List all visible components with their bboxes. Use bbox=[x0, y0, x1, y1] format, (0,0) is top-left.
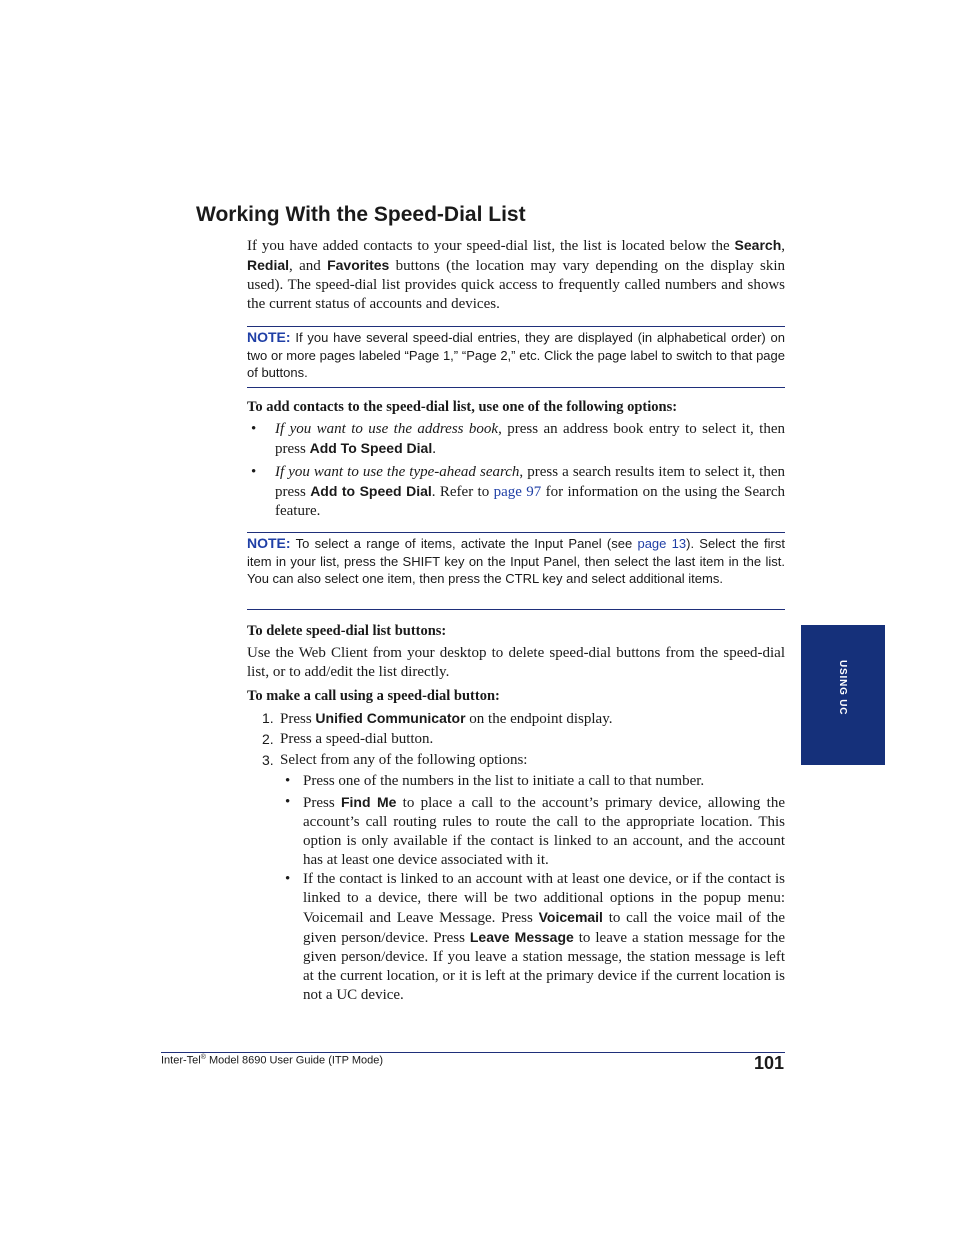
note-box-pages bbox=[247, 326, 785, 388]
footer-divider bbox=[161, 1052, 785, 1053]
note-box-select-range: NOTE: To select a range of items, activate the Input Panel (see page 13). Select the first item in your list, press the SHIFT key on the Input Panel, then select the last item in the list. You can also select one item, then press the CTRL key and select additional items. bbox=[247, 532, 785, 610]
section-side-tab bbox=[801, 625, 885, 765]
page-97-link[interactable]: page 97 bbox=[493, 484, 542, 500]
bullet-icon: • bbox=[251, 464, 257, 480]
favorites-term: Favorites bbox=[327, 257, 390, 273]
intro-paragraph: If you have added contacts to your speed-dial list, the list is located below the Search, Redial, and Favorites buttons (the location may vary depending on the display skin used). The speed-dial list provides quick access to frequently called numbers and shows the current status of accounts and devices. bbox=[247, 237, 785, 312]
search-term: Search bbox=[734, 237, 782, 253]
list-item: • Press Find Me to place a call to the account’s primary device, allowing the account’s call routing rules to route the call to the appropriate location. This option is only available if the contact is linked to an account, and the account has at least one device associated with it. bbox=[285, 794, 785, 868]
side-tab-label: USING UC bbox=[837, 660, 848, 716]
page-title: Working With the Speed-Dial List bbox=[196, 203, 526, 226]
bullet-icon: • bbox=[285, 794, 291, 810]
list-item: • Press one of the numbers in the list to initiate a call to that number. bbox=[285, 773, 705, 789]
page-number: 101 bbox=[753, 1053, 784, 1073]
delete-heading: To delete speed-dial list buttons: bbox=[247, 623, 447, 639]
bullet-icon: • bbox=[251, 421, 257, 437]
redial-term: Redial bbox=[247, 257, 290, 273]
list-item: • If you want to use the type-ahead search, press a search results item to select it, then press Add to Speed Dial. Refer to page 97 for information on the using the Search feature. bbox=[251, 464, 785, 519]
add-contacts-heading: To add contacts to the speed-dial list, use one of the following options: bbox=[247, 399, 678, 415]
step-3: 3. Select from any of the following options: bbox=[262, 752, 528, 768]
bullet-icon: • bbox=[285, 871, 291, 887]
step-1: 1. Press Unified Communicator on the endpoint display. bbox=[262, 710, 613, 727]
bullet-icon: • bbox=[285, 773, 291, 789]
footer-title: Inter-Tel® Model 8690 User Guide (ITP Mode) bbox=[161, 1054, 384, 1067]
list-item: • If you want to use the address book, press an address book entry to select it, then press Add To Speed Dial. bbox=[251, 421, 785, 457]
note-text: If you have several speed-dial entries, they are displayed (in alphabetical order) on two or more pages labeled “Page 1,” “Page 2,” etc. Click the page label to switch to that page of buttons. bbox=[247, 330, 785, 380]
page-13-link[interactable]: page 13 bbox=[637, 536, 687, 551]
call-heading: To make a call using a speed-dial button: bbox=[247, 688, 500, 704]
delete-paragraph: Use the Web Client from your desktop to delete speed-dial buttons from the speed-dial list, or to add/edit the list directly. bbox=[247, 645, 785, 680]
note-label: NOTE: bbox=[247, 535, 291, 551]
list-item: • If the contact is linked to an account with at least one device, or if the contact is linked to a device, there will be two additional options in the popup menu: Voicemail and Leave Message. Press Voicemail to call the voice mail of the given person/device. Press Leave Message to leave a station message for the given person/device. If you leave a station message, the station message is left at the current location, or it is left at the primary device if the current location is not a UC device. bbox=[285, 871, 785, 1003]
note-label: NOTE: bbox=[247, 329, 291, 345]
step-2: 2. Press a speed-dial button. bbox=[262, 731, 434, 747]
